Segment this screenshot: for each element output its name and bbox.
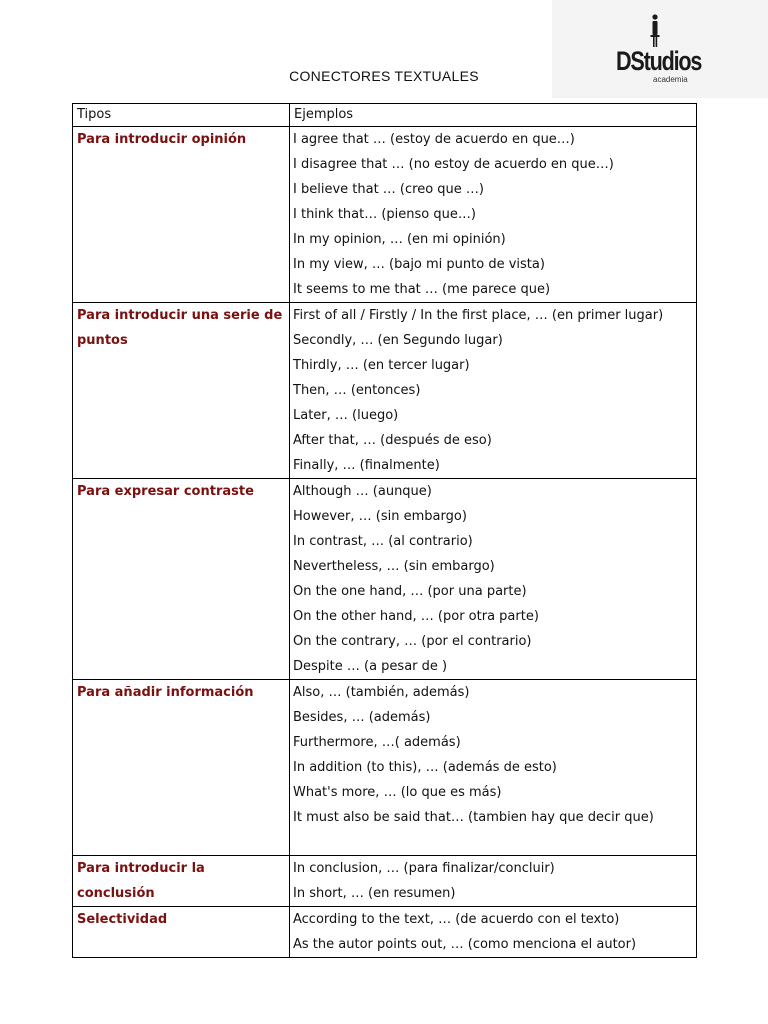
connector-examples bbox=[290, 479, 697, 680]
document-title: CONECTORES TEXTUALES bbox=[289, 68, 479, 84]
connector-examples bbox=[290, 856, 697, 907]
example-line: It seems to me that … (me parece que) bbox=[293, 282, 551, 297]
example-line: On the other hand, … (por otra parte) bbox=[293, 609, 539, 624]
table-header-row bbox=[73, 104, 697, 127]
example-line: Later, … (luego) bbox=[293, 408, 399, 423]
example-line: Although … (aunque) bbox=[293, 484, 432, 499]
connector-type: Para añadir información bbox=[73, 680, 290, 856]
example-line: I disagree that … (no estoy de acuerdo en que…) bbox=[293, 157, 614, 172]
example-line: It must also be said that… (tambien hay que decir que) bbox=[293, 810, 654, 825]
connectors-table bbox=[72, 103, 697, 958]
example-line: Also, … (también, además) bbox=[293, 685, 470, 700]
connector-examples bbox=[290, 303, 697, 479]
example-line: What's more, … (lo que es más) bbox=[293, 785, 502, 800]
example-line: Secondly, … (en Segundo lugar) bbox=[293, 333, 503, 348]
example-line: I agree that … (estoy de acuerdo en que…) bbox=[293, 132, 575, 147]
example-line: In contrast, … (al contrario) bbox=[293, 534, 473, 549]
example-line: Despite … (a pesar de ) bbox=[293, 659, 448, 674]
example-line: After that, … (después de eso) bbox=[293, 433, 492, 448]
connector-examples bbox=[290, 680, 697, 856]
example-line: I believe that … (creo que …) bbox=[293, 182, 484, 197]
connector-examples bbox=[290, 907, 697, 958]
logo-subtitle: academia bbox=[653, 75, 688, 84]
table-row bbox=[73, 303, 697, 479]
example-line: Then, … (entonces) bbox=[293, 383, 421, 398]
connector-type: Para introducir opinión bbox=[73, 127, 290, 303]
header-tipos: Tipos bbox=[73, 104, 290, 127]
connector-type: Para expresar contraste bbox=[73, 479, 290, 680]
example-line: On the contrary, … (por el contrario) bbox=[293, 634, 532, 649]
table-row bbox=[73, 127, 697, 303]
example-line: Thirdly, … (en tercer lugar) bbox=[293, 358, 470, 373]
example-line: First of all / Firstly / In the first place, … (en primer lugar) bbox=[293, 308, 664, 323]
table-row bbox=[73, 479, 697, 680]
example-line: On the one hand, … (por una parte) bbox=[293, 584, 527, 599]
connector-examples bbox=[290, 127, 697, 303]
example-line: Nevertheless, … (sin embargo) bbox=[293, 559, 495, 574]
connector-type: Selectividad bbox=[73, 907, 290, 958]
person-figure-icon bbox=[648, 14, 662, 48]
logo-wordmark: DStudios bbox=[616, 46, 702, 76]
header-ejemplos: Ejemplos bbox=[290, 104, 697, 127]
example-line: Furthermore, …( además) bbox=[293, 735, 461, 750]
example-line: According to the text, … (de acuerdo con el texto) bbox=[293, 912, 620, 927]
example-line bbox=[293, 830, 696, 855]
example-line: I think that… (pienso que…) bbox=[293, 207, 476, 222]
example-line: As the autor points out, … (como menciona el autor) bbox=[293, 937, 637, 952]
example-line: In addition (to this), … (además de esto) bbox=[293, 760, 557, 775]
table-body bbox=[73, 127, 697, 958]
example-line: In conclusion, … (para finalizar/concluir) bbox=[293, 861, 555, 876]
example-line: In my opinion, … (en mi opinión) bbox=[293, 232, 506, 247]
table-row bbox=[73, 907, 697, 958]
example-line: In my view, … (bajo mi punto de vista) bbox=[293, 257, 545, 272]
example-line: Finally, … (finalmente) bbox=[293, 458, 440, 473]
example-line: Besides, … (además) bbox=[293, 710, 431, 725]
example-line: In short, … (en resumen) bbox=[293, 886, 456, 901]
table-row bbox=[73, 680, 697, 856]
connector-type: Para introducir una serie de puntos bbox=[73, 303, 290, 479]
example-line: However, … (sin embargo) bbox=[293, 509, 467, 524]
connector-type: Para introducir la conclusión bbox=[73, 856, 290, 907]
table-row bbox=[73, 856, 697, 907]
